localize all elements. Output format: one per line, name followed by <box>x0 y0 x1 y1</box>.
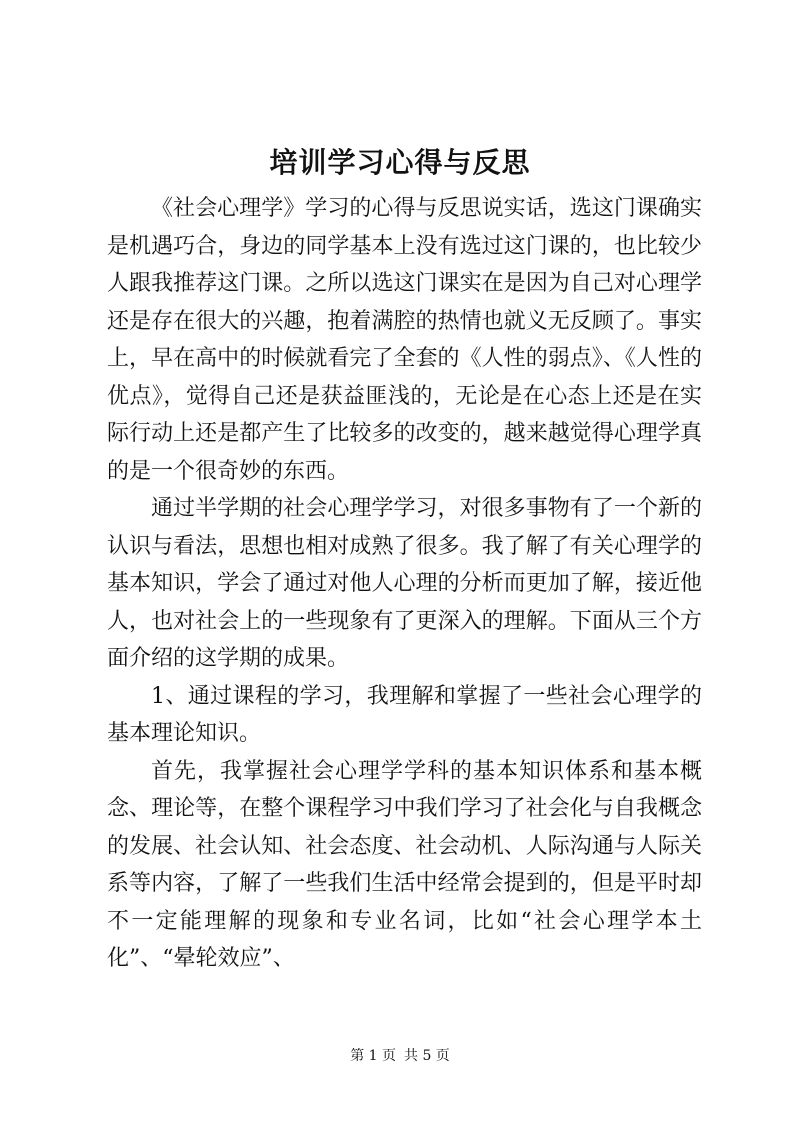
page-number: 第 1 页 <box>350 1048 396 1064</box>
paragraph-1: 《社会心理学》学习的心得与反思说实话，选这门课确实是机遇巧合，身边的同学基本上没有选过这门课的，也比较少人跟我推荐这门课。之所以选这门课实在是因为自己对心理学还是存在很大的兴趣，抱着满腔的热情也就义无反顾了。事实上，早在高中的时候就看完了全套的《人性的弱点》、《人性的优点》，觉得自己还是获益匪浅的，无论是在心态上还是在实际行动上还是都产生了比较多的改变的，越来越觉得心理学真的是一个很奇妙的东西。 <box>107 196 702 484</box>
page-total: 共 5 页 <box>404 1048 450 1064</box>
paragraph-4: 首先，我掌握社会心理学学科的基本知识体系和基本概念、理论等，在整个课程学习中我们学习了社会化与自我概念的发展、社会认知、社会态度、社会动机、人际沟通与人际关系等内容，了解了一些我们生活中经常会提到的，但是平时却不一定能理解的现象和专业名词，比如“社会心理学本土化”、“晕轮效应”、 <box>107 758 702 971</box>
paragraph-3: 1、通过课程的学习，我理解和掌握了一些社会心理学的基本理论知识。 <box>107 683 702 746</box>
document-body <box>107 190 702 978</box>
document-title: 培训学习心得与反思 <box>269 146 531 179</box>
page-footer <box>0 1046 800 1066</box>
paragraph-2: 通过半学期的社会心理学学习，对很多事物有了一个新的认识与看法，思想也相对成熟了很多。我了解了有关心理学的基本知识，学会了通过对他人心理的分析而更加了解，接近他人，也对社会上的一些现象有了更深入的理解。下面从三个方面介绍的这学期的成果。 <box>107 496 702 671</box>
